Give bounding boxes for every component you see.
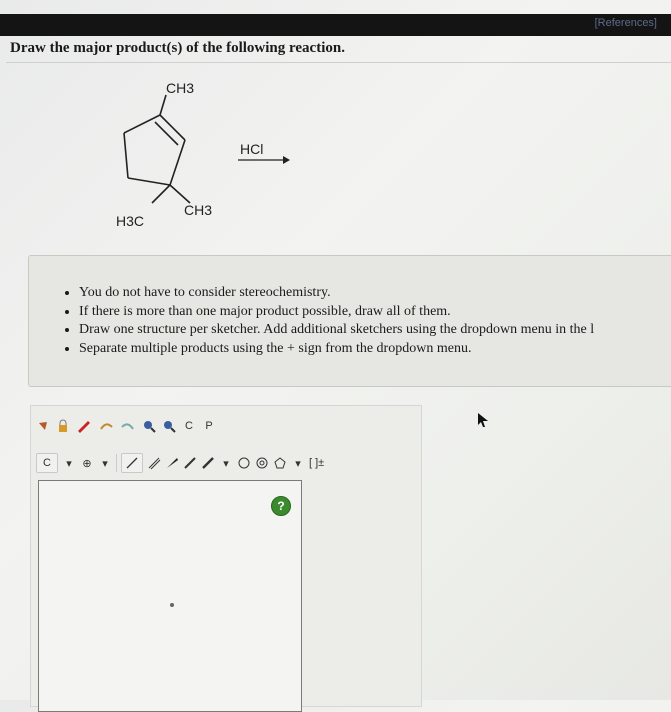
chevron-down-icon[interactable]: ▾: [102, 457, 108, 470]
cyclopentene-ring: [124, 95, 190, 203]
cyclopropane-icon[interactable]: [237, 454, 251, 472]
triple-bond-icon[interactable]: [183, 454, 197, 472]
pentagon-icon[interactable]: [273, 454, 287, 472]
paste-button[interactable]: P: [205, 420, 213, 432]
methyl-left-label: H3C: [116, 213, 145, 229]
chevron-down-icon[interactable]: ▾: [66, 457, 72, 470]
sketcher-toolbar-bottom: [36, 452, 324, 474]
references-link[interactable]: [References]: [594, 17, 657, 29]
methyl-right-label: CH3: [184, 202, 213, 218]
instruction-item: • You do not have to consider stereochemistry.: [79, 284, 671, 303]
canvas-dot: [170, 603, 174, 607]
top-bar: [0, 14, 671, 36]
lasso-icon[interactable]: [36, 417, 50, 435]
drawing-canvas[interactable]: [38, 480, 302, 712]
instruction-item: • Separate multiple products using the + sign from the dropdown menu.: [79, 340, 671, 359]
divider: [116, 454, 117, 472]
zoom-in-icon[interactable]: [142, 417, 156, 435]
zoom-out-icon[interactable]: [162, 417, 176, 435]
instructions-box: [28, 255, 671, 387]
chevron-down-icon[interactable]: ▾: [295, 457, 301, 470]
methyl-top-label: CH3: [166, 80, 195, 96]
double-bond-icon[interactable]: [147, 454, 161, 472]
undo-icon[interactable]: [98, 417, 114, 435]
reaction-arrow: [238, 156, 290, 164]
wedge-bond-icon[interactable]: [165, 454, 179, 472]
hash-bond-icon[interactable]: [201, 454, 215, 472]
single-bond-icon[interactable]: [121, 453, 143, 473]
atom-carbon-button[interactable]: C: [36, 453, 58, 473]
reagent-label: HCl: [240, 141, 264, 157]
chevron-down-icon[interactable]: ▾: [223, 457, 229, 470]
reaction-scheme: [100, 75, 320, 240]
eraser-icon[interactable]: [76, 417, 92, 435]
instruction-item: • If there is more than one major product possible, draw all of them.: [79, 303, 671, 322]
mouse-cursor-icon: [477, 412, 489, 428]
copy-button[interactable]: C: [185, 420, 193, 432]
question-title: Draw the major product(s) of the following reaction.: [10, 40, 345, 56]
redo-icon[interactable]: [120, 417, 136, 435]
bracket-button[interactable]: [ ]±: [309, 457, 325, 469]
help-button[interactable]: ?: [271, 496, 291, 516]
benzene-icon[interactable]: [255, 454, 269, 472]
lock-icon[interactable]: [56, 417, 70, 435]
instruction-item: • Draw one structure per sketcher. Add additional sketchers using the dropdown menu in the l: [79, 321, 671, 340]
divider: [6, 62, 671, 63]
charge-button[interactable]: ⊕: [82, 457, 92, 470]
sketcher-toolbar-top: [36, 414, 216, 438]
